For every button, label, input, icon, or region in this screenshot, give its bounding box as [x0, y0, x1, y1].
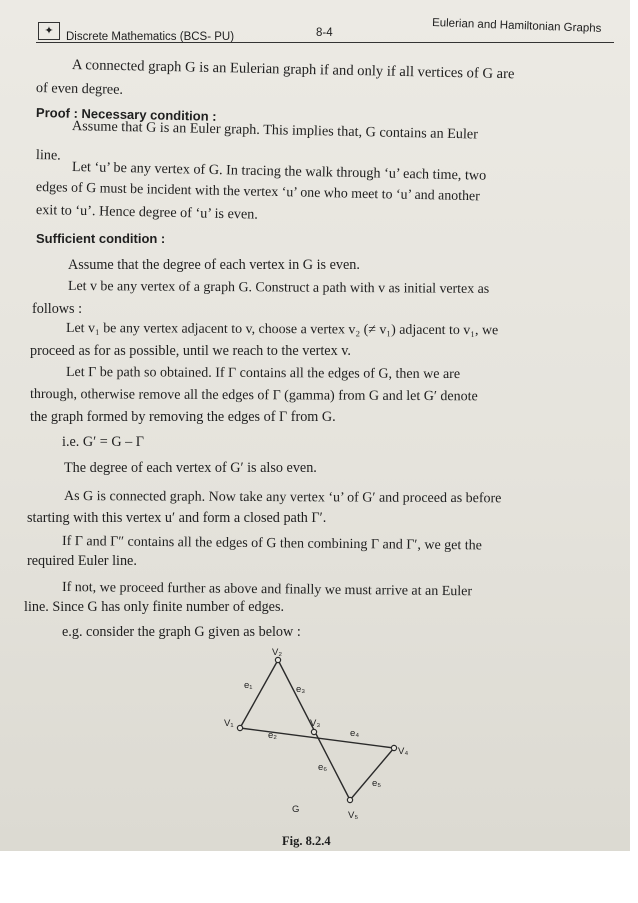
edge-label-e1: e₁	[244, 680, 253, 691]
body-line: Let v₁ be any vertex adjacent to v, choose a vertex v₂ (≠ v₁) adjacent to v₁, we	[65, 321, 499, 339]
body-line: As G is connected graph. Now take any vertex ‘u’ of G′ and proceed as before	[63, 489, 502, 507]
section-heading-sufficient: Sufficient condition :	[36, 231, 166, 246]
figure-caption: Fig. 8.2.4	[282, 834, 331, 848]
edge-label-e6: e₆	[318, 762, 328, 773]
equation-line: i.e. G′ = G – Γ	[62, 434, 144, 450]
vertex-label-v3: V₃	[310, 718, 321, 729]
edge-label-e4: e₄	[350, 728, 360, 739]
book-title: Discrete Mathematics (BCS- PU)	[66, 31, 235, 43]
body-line: If not, we proceed further as above and finally we must arrive at an Euler	[61, 580, 473, 600]
edge-label-e3: e₃	[296, 684, 306, 695]
body-line: exit to ‘u’. Hence degree of ‘u’ is even.	[35, 202, 259, 223]
body-line: Assume that the degree of each vertex in G is even.	[68, 257, 360, 273]
body-line: Let Γ be path so obtained. If Γ contains all the edges of G, then we are	[65, 365, 461, 383]
body-line: line. Since G has only finite number of edges.	[24, 599, 285, 615]
vertex-v2	[275, 657, 280, 662]
page-number: 8-4	[316, 27, 333, 39]
vertex-v1	[237, 725, 242, 730]
body-line: follows :	[32, 301, 83, 317]
body-line: e.g. consider the graph G given as below :	[62, 624, 301, 640]
body-line: required Euler line.	[27, 553, 137, 569]
vertex-v3	[311, 729, 316, 734]
graph-label: G	[292, 804, 300, 815]
edge-e1	[240, 660, 278, 728]
chapter-title: Eulerian and Hamiltonian Graphs	[431, 17, 602, 35]
vertex-label-v4: V₄	[398, 746, 409, 757]
vertex-label-v1: V₁	[224, 718, 234, 729]
vertex-label-v2: V₂	[272, 647, 283, 658]
theorem-line: of even degree.	[35, 80, 124, 98]
vertex-v4	[391, 745, 396, 750]
publisher-logo-icon: ✦	[38, 22, 60, 40]
vertex-v5	[347, 797, 352, 802]
body-line: Let ‘u’ be any vertex of G. In tracing the walk through ‘u’ each time, two	[71, 159, 487, 184]
body-line: Assume that G is an Euler graph. This implies that, G contains an Euler	[71, 118, 479, 143]
header-rule	[36, 42, 614, 43]
graph-figure	[210, 640, 430, 830]
page-header	[36, 18, 616, 44]
body-line: the graph formed by removing the edges of Γ from G.	[30, 409, 336, 425]
body-line: edges of G must be incident with the vertex ‘u’ one who meet to ‘u’ and another	[35, 180, 480, 205]
theorem-line: A connected graph G is an Eulerian graph if and only if all vertices of G are	[71, 57, 515, 83]
body-line: If Γ and Γ″ contains all the edges of G then combining Γ and Γ′, we get the	[61, 534, 483, 554]
section-heading-necessary: Proof : Necessary condition :	[35, 105, 217, 124]
edge-label-e2: e₂	[268, 730, 277, 741]
body-line: through, otherwise remove all the edges of Γ (gamma) from G and let G′ denote	[29, 387, 478, 405]
body-line: starting with this vertex u′ and form a closed path Γ′.	[27, 510, 327, 526]
body-line: proceed as for as possible, until we reach to the vertex v.	[30, 343, 351, 359]
body-line: Let v be any vertex of a graph G. Construct a path with v as initial vertex as	[67, 279, 490, 297]
vertex-label-v5: V₅	[348, 810, 359, 821]
edge-e5	[350, 748, 394, 800]
edge-label-e5: e₅	[372, 778, 382, 789]
body-line: The degree of each vertex of G′ is also even.	[64, 460, 317, 476]
body-line: line.	[35, 147, 61, 164]
